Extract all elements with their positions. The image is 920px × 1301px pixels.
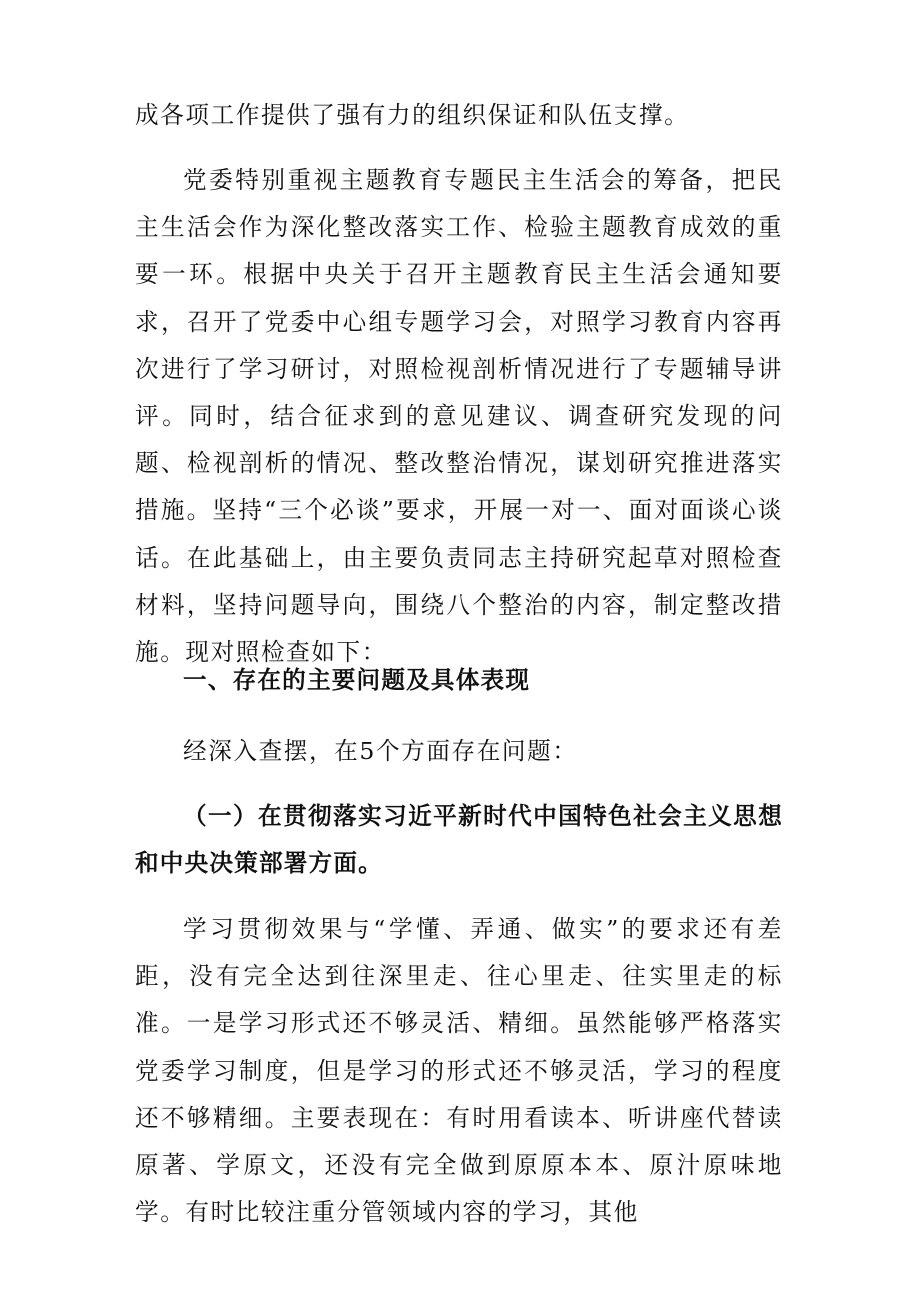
- paragraph-carryover: 成各项工作提供了强有力的组织保证和队伍支撑。: [135, 101, 690, 129]
- section-heading: 一、存在的主要问题及具体表现: [183, 666, 531, 694]
- subsection-heading: （一）在贯彻落实习近平新时代中国特色社会主义思想和中央决策部署方面。: [135, 802, 783, 878]
- section-intro: 经深入查摆，在5个方面存在问题：: [183, 737, 578, 765]
- paragraph-body: 学习贯彻效果与“学懂、弄通、做实”的要求还有差距，没有完全达到往深里走、往心里走、往实里走的标准。一是学习形式还不够灵活、精细。虽然能够严格落实党委学习制度，但是学习的形式还不够灵活，学习的程度还不够精细。主要表现在：有时用看读本、听讲座代替读原著、学原文，还没有完全做到原原本本、原汁原味地学。有时比较注重分管领域内容的学习，其他: [135, 915, 783, 1227]
- paragraph-intro: 党委特别重视主题教育专题民主生活会的筹备，把民主生活会作为深化整改落实工作、检验主题教育成效的重要一环。根据中央关于召开主题教育民主生活会通知要求，召开了党委中心组专题学习会，对照学习教育内容再次进行了学习研讨，对照检视剖析情况进行了专题辅导讲评。同时，结合征求到的意见建议、调查研究发现的问题、检视剖析的情况、整改整治情况，谋划研究推进落实措施。坚持“三个必谈”要求，开展一对一、面对面谈心谈话。在此基础上，由主要负责同志主持研究起草对照检查材料，坚持问题导向，围绕八个整治的内容，制定整改措施。现对照检查如下：: [135, 166, 783, 667]
